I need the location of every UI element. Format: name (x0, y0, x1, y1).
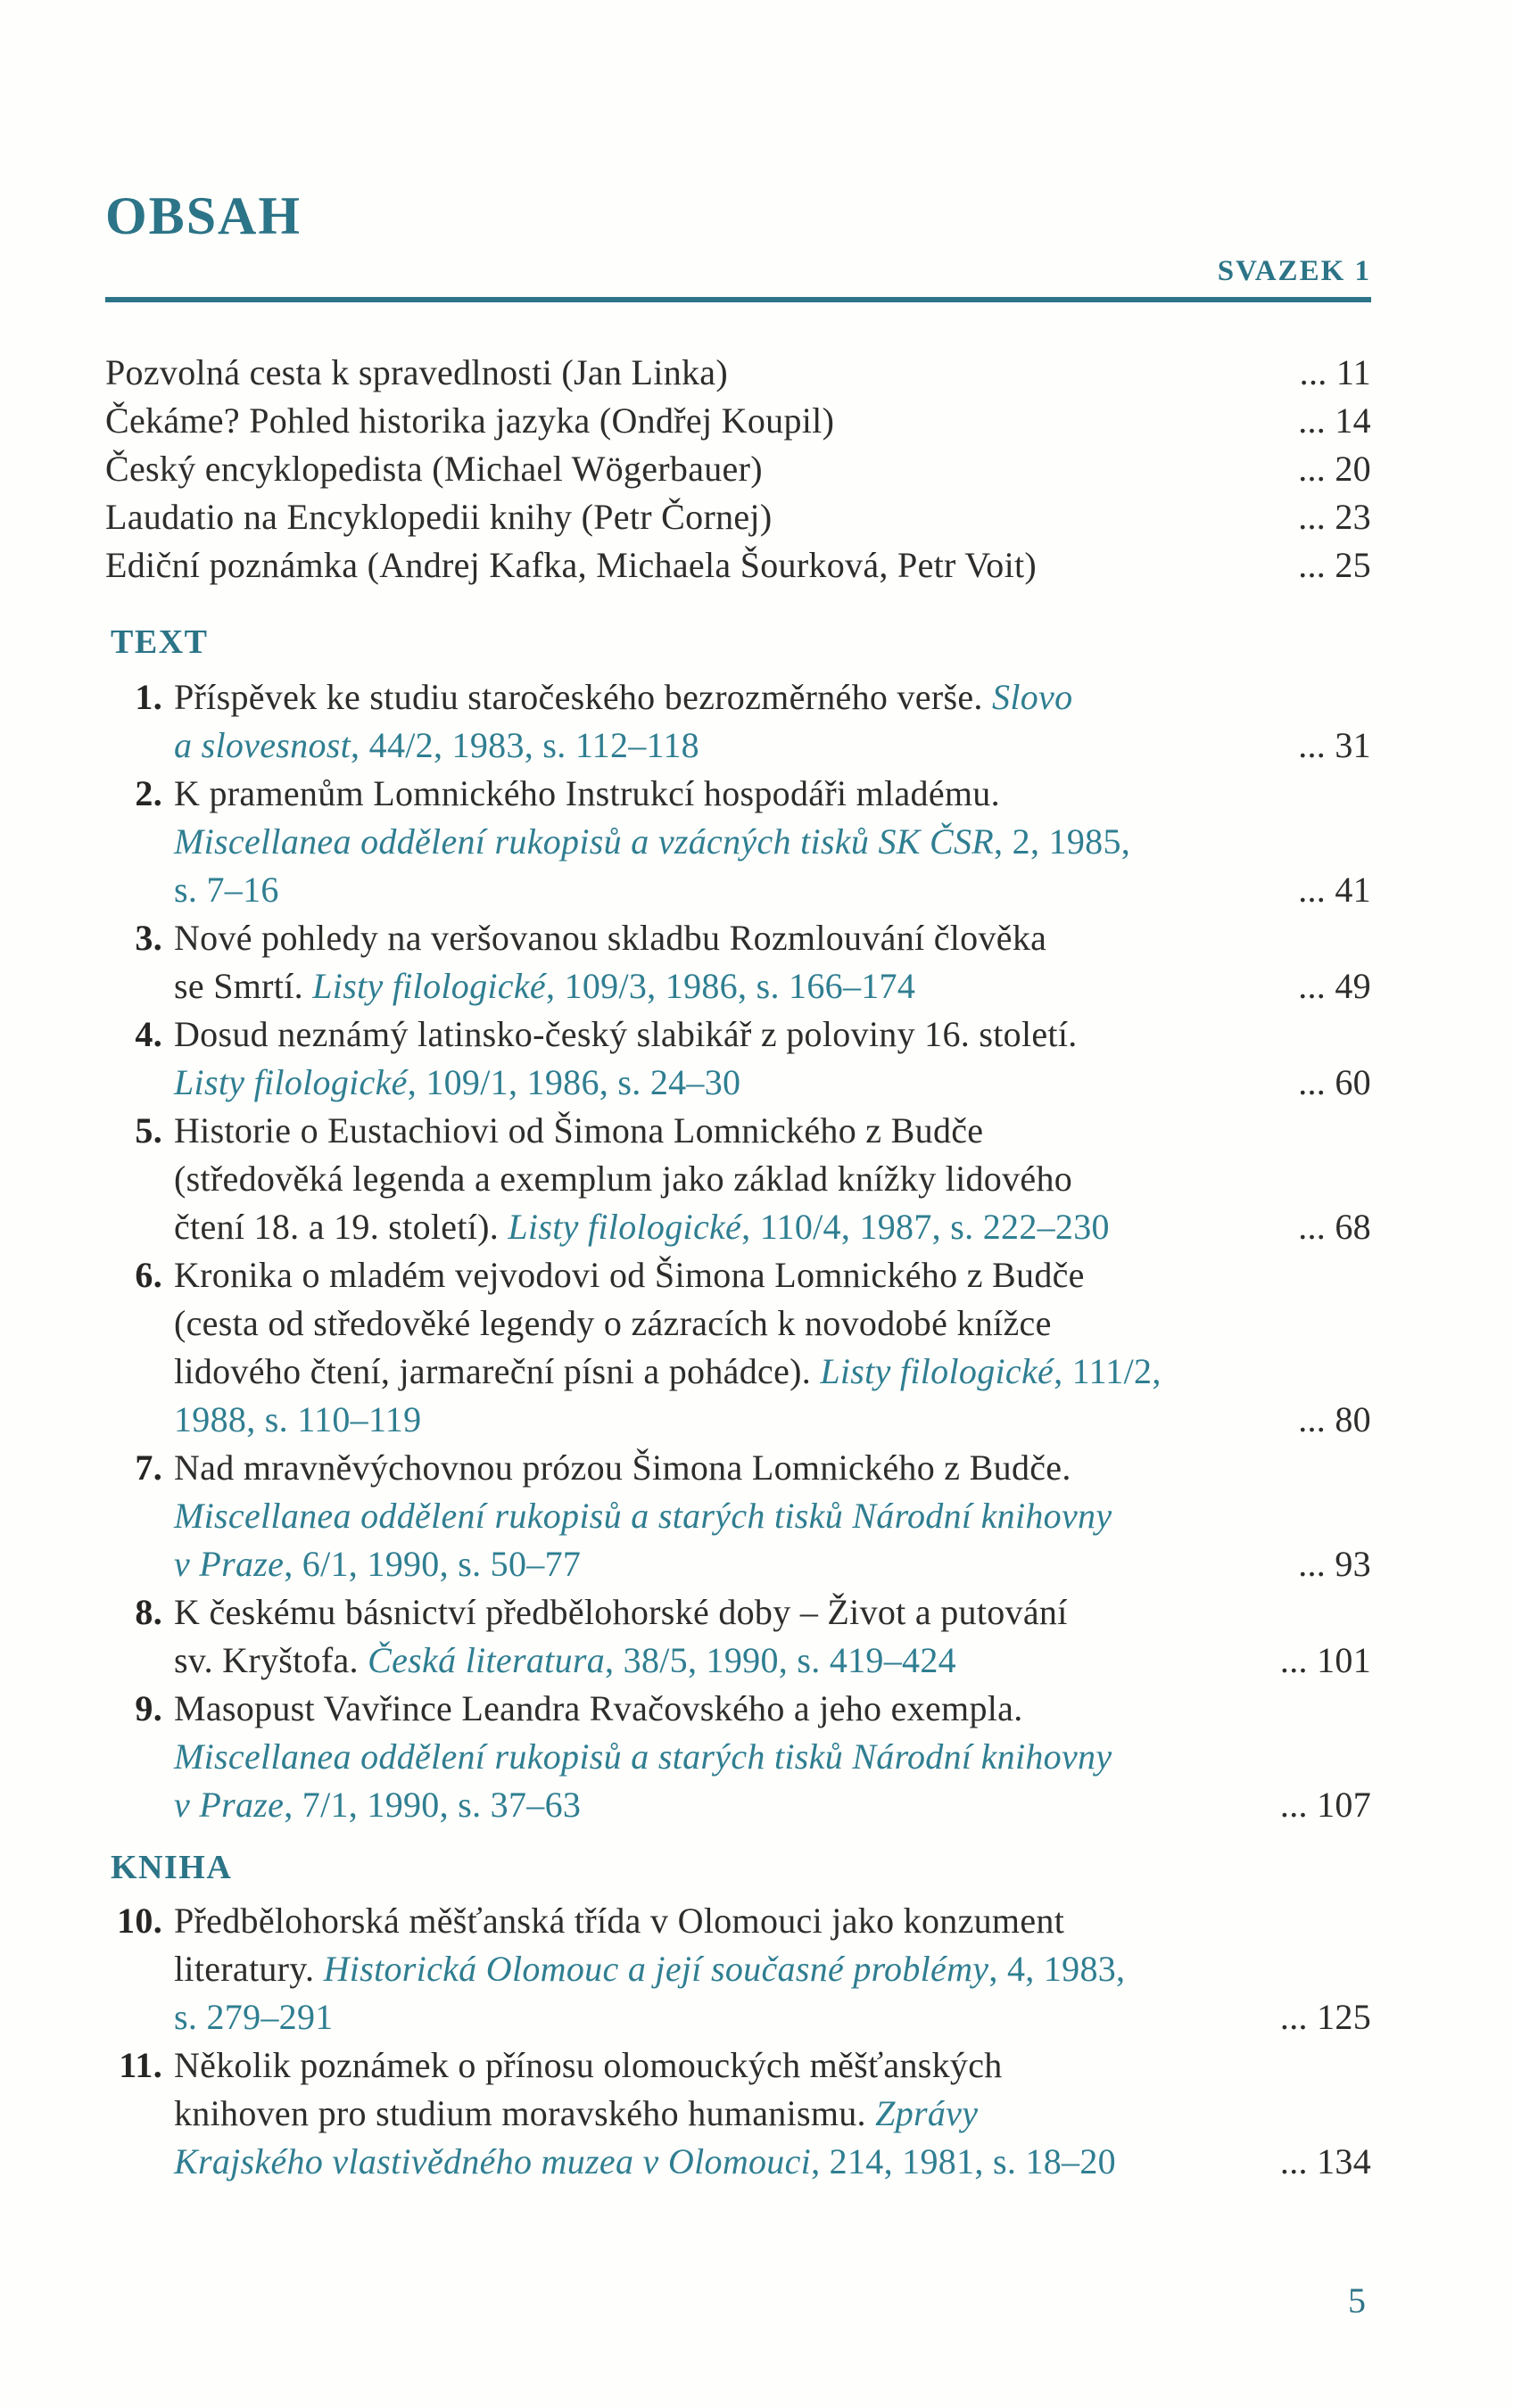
citation-title: Zprávy (875, 2093, 979, 2133)
entry-line-first (105, 1107, 1371, 1155)
entry-line-first (105, 673, 1371, 722)
entry-line-content (174, 1945, 1371, 1993)
entry-line-content (174, 1733, 1371, 1781)
entry-line-first (105, 1685, 1371, 1733)
entry-line-content (105, 914, 1371, 962)
citation-title: Historická Olomouc a její současné problémy (323, 1949, 989, 1989)
citation-detail: , 111/2, (1054, 1351, 1162, 1391)
entry-line-content (105, 1444, 1371, 1492)
entry-line-content (105, 1588, 1371, 1637)
toc-entry (105, 770, 1371, 914)
citation-detail: 1988, s. 110–119 (174, 1399, 422, 1439)
entry-line-continuation (105, 1348, 1371, 1396)
citation-title: Česká literatura (368, 1640, 606, 1680)
citation-detail: , 109/1, 1986, s. 24–30 (407, 1062, 741, 1102)
entry-title-text: Příspěvek ke studiu staročeského bezrozměrného verše. (174, 677, 993, 717)
entry-line-continuation (105, 1203, 1371, 1251)
entry-line-content (174, 1781, 1259, 1829)
entry-page-number: ... 11 (1299, 352, 1371, 392)
entry-title-text: Kronika o mladém vejvodovi od Šimona Lomnického z Budče (174, 1255, 1085, 1295)
entry-line-continuation (105, 818, 1371, 866)
entry-number: 5. (135, 1110, 162, 1150)
citation-detail: , 110/4, 1987, s. 222–230 (741, 1207, 1110, 1247)
entry-number: 6. (135, 1255, 162, 1295)
entry-line-content (174, 2090, 1371, 2138)
citation-title: Miscellanea oddělení rukopisů a starých tisků Národní knihovny (174, 1736, 1112, 1777)
entry-page-number: ... 20 (1298, 449, 1371, 489)
citation-detail: s. 279–291 (174, 1997, 334, 2037)
citation-title: Slovo (992, 677, 1073, 717)
entry-title-text: Nové pohledy na veršovanou skladbu Rozmlouvání člověka (174, 918, 1047, 958)
entry-line-content (105, 1251, 1371, 1299)
entry-page-number: ... 41 (1298, 870, 1371, 910)
entry-title-text: Český encyklopedista (Michael Wögerbauer) (105, 449, 763, 489)
citation-detail: , 4, 1983, (988, 1949, 1126, 1989)
entry-number: 9. (135, 1688, 162, 1728)
entry-page-number: ... 60 (1298, 1062, 1371, 1102)
toc-entry (105, 673, 1371, 770)
citation-title: v Praze (174, 1544, 285, 1584)
toc-entry (105, 1251, 1371, 1444)
entry-line-content (105, 1897, 1371, 1945)
entry-line-first (105, 1897, 1371, 1945)
front-matter-entry (105, 397, 1371, 445)
entry-number: 10. (117, 1901, 162, 1941)
entry-title-text: Ediční poznámka (Andrej Kafka, Michaela Šourková, Petr Voit) (105, 545, 1038, 585)
entry-page-number: ... 23 (1298, 497, 1371, 537)
toc-entry (105, 1685, 1371, 1829)
citation-detail: , 38/5, 1990, s. 419–424 (605, 1640, 956, 1680)
entry-page-number: ... 80 (1298, 1399, 1371, 1439)
entry-line-content (174, 1396, 1277, 1444)
entry-page-number: ... 31 (1298, 725, 1371, 765)
entry-line-content (174, 1540, 1277, 1588)
entry-line-first (105, 770, 1371, 818)
entry-line-continuation (105, 1059, 1371, 1107)
entry-line-first (105, 1444, 1371, 1492)
entry-title-text: Několik poznámek o přínosu olomouckých měšťanských (174, 2045, 1003, 2085)
section-heading-kniha: KNIHA (111, 1849, 233, 1886)
entry-title-text: Nad mravněvýchovnou prózou Šimona Lomnického z Budče. (174, 1447, 1071, 1488)
entry-number: 3. (135, 918, 162, 958)
toc-entry (105, 914, 1371, 1010)
entry-title-text: čtení 18. a 19. století). (174, 1207, 508, 1247)
citation-detail: , 109/3, 1986, s. 166–174 (545, 966, 916, 1006)
citation-detail: , 44/2, 1983, s. 112–118 (351, 725, 699, 765)
citation-title: Listy filologické (312, 966, 546, 1006)
entry-number: 4. (135, 1014, 162, 1054)
entry-title-text: Pozvolná cesta k spravedlnosti (Jan Linka) (105, 352, 728, 392)
entry-number: 11. (119, 2045, 162, 2085)
entry-page-number: ... 68 (1298, 1207, 1371, 1247)
entry-title-text: K českému básnictví předbělohorské doby – Život a putování (174, 1592, 1068, 1632)
entry-page-number: ... 125 (1279, 1997, 1371, 2037)
entry-line-content (105, 1685, 1371, 1733)
entry-page-number: ... 49 (1298, 966, 1371, 1006)
entry-title-text: Laudatio na Encyklopedii knihy (Petr Čornej) (105, 497, 773, 537)
entry-line-continuation (105, 1492, 1371, 1540)
citation-detail: , 2, 1985, (994, 821, 1131, 862)
entry-title-text: Předbělohorská měšťanská třída v Olomouci jako konzument (174, 1901, 1065, 1941)
front-matter-entry (105, 445, 1371, 493)
entry-line-content (174, 1348, 1371, 1396)
entry-title-text: literatury. (174, 1949, 324, 1989)
toc-entry (105, 1107, 1371, 1251)
citation-title: Listy filologické (820, 1351, 1054, 1391)
entry-number: 8. (135, 1592, 162, 1632)
front-matter-list (105, 349, 1371, 590)
citation-title: Krajského vlastivědného muzea v Olomouci (174, 2141, 812, 2181)
toc-entry (105, 2041, 1371, 2186)
section-heading-text: TEXT (111, 623, 209, 661)
entry-title-text: sv. Kryštofa. (174, 1640, 368, 1680)
entry-title-text: knihoven pro studium moravského humanismu. (174, 2093, 876, 2133)
entry-title-text: lidového čtení, jarmareční písni a pohádce). (174, 1351, 821, 1391)
entry-line-content (105, 2041, 1371, 2090)
entry-title-text: (středověká legenda a exemplum jako základ knížky lidového (174, 1159, 1073, 1199)
entry-line-continuation (105, 1993, 1371, 2041)
entry-line-continuation (105, 1299, 1371, 1348)
front-matter-entry (105, 493, 1371, 541)
citation-title: Listy filologické (508, 1207, 742, 1247)
entry-line-first (105, 1251, 1371, 1299)
entry-line-continuation (105, 1733, 1371, 1781)
entry-line-content (174, 1993, 1259, 2041)
entry-page-number: ... 14 (1298, 400, 1371, 441)
entry-title-text: Historie o Eustachiovi od Šimona Lomnického z Budče (174, 1110, 984, 1150)
citation-title: Miscellanea oddělení rukopisů a starých tisků Národní knihovny (174, 1496, 1112, 1536)
entry-line-continuation (105, 1781, 1371, 1829)
entry-page-number: ... 25 (1298, 545, 1371, 585)
entry-line-first (105, 1588, 1371, 1637)
header-rule (105, 297, 1371, 302)
entry-line-continuation (105, 1540, 1371, 1588)
entry-line-continuation (105, 2138, 1371, 2186)
entry-line-content (105, 1107, 1371, 1155)
entry-line-first (105, 914, 1371, 962)
volume-label: SVAZEK 1 (1217, 255, 1371, 287)
entry-line-content (174, 962, 1277, 1010)
front-matter-entry (105, 349, 1371, 397)
entry-title-text: K pramenům Lomnického Instrukcí hospodáři mladému. (174, 773, 1000, 813)
entry-line-continuation (105, 1396, 1371, 1444)
entry-line-continuation (105, 1155, 1371, 1203)
page-title: OBSAH (105, 186, 302, 245)
entry-page-number: ... 101 (1279, 1640, 1371, 1680)
citation-title: a slovesnost (174, 725, 351, 765)
entry-line-content (174, 1299, 1371, 1348)
entry-line-content (105, 673, 1371, 722)
entry-line-content (174, 2138, 1259, 2186)
entry-page-number: ... 93 (1298, 1544, 1371, 1584)
entry-page-number: ... 134 (1279, 2141, 1371, 2181)
entry-line-content (174, 818, 1371, 866)
entry-number: 7. (135, 1447, 162, 1488)
entry-line-first (105, 1010, 1371, 1059)
citation-title: v Praze (174, 1785, 285, 1825)
entry-line-content (174, 1203, 1277, 1251)
toc-sections (105, 622, 1371, 2186)
citation-detail: , 214, 1981, s. 18–20 (811, 2141, 1116, 2181)
citation-detail: s. 7–16 (174, 870, 279, 910)
entry-line-content (174, 722, 1277, 770)
entry-line-content (174, 1155, 1371, 1203)
front-matter-entry (105, 541, 1371, 590)
toc-entry (105, 1588, 1371, 1685)
entry-line-content (174, 866, 1277, 914)
entry-page-number: ... 107 (1279, 1785, 1371, 1825)
entry-title-text: Masopust Vavřince Leandra Rvačovského a jeho exempla. (174, 1688, 1023, 1728)
entry-line-content (105, 1010, 1371, 1059)
toc-entry (105, 1897, 1371, 2041)
toc-entry (105, 1444, 1371, 1588)
entry-line-continuation (105, 1637, 1371, 1685)
entry-number: 1. (135, 677, 162, 717)
entry-line-continuation (105, 962, 1371, 1010)
entry-title-text: se Smrtí. (174, 966, 313, 1006)
entry-line-content (174, 1637, 1259, 1685)
entry-line-content (174, 1059, 1277, 1107)
entry-line-first (105, 2041, 1371, 2090)
entry-title-text: Dosud neznámý latinsko-český slabikář z poloviny 16. století. (174, 1014, 1078, 1054)
entry-line-continuation (105, 866, 1371, 914)
entry-title-text: Čekáme? Pohled historika jazyka (Ondřej Koupil) (105, 400, 835, 441)
entry-line-content (174, 1492, 1371, 1540)
citation-detail: , 7/1, 1990, s. 37–63 (284, 1785, 582, 1825)
entry-line-continuation (105, 1945, 1371, 1993)
entry-line-continuation (105, 722, 1371, 770)
toc-entry (105, 1010, 1371, 1107)
citation-title: Listy filologické (174, 1062, 408, 1102)
folio-page-number: 5 (1348, 2280, 1366, 2321)
citation-title: Miscellanea oddělení rukopisů a vzácných tisků SK ČSR (174, 821, 995, 862)
entry-line-content (105, 770, 1371, 818)
entry-number: 2. (135, 773, 162, 813)
entry-title-text: (cesta od středověké legendy o zázracích k novodobé knížce (174, 1303, 1052, 1343)
citation-detail: , 6/1, 1990, s. 50–77 (284, 1544, 582, 1584)
entry-line-continuation (105, 2090, 1371, 2138)
